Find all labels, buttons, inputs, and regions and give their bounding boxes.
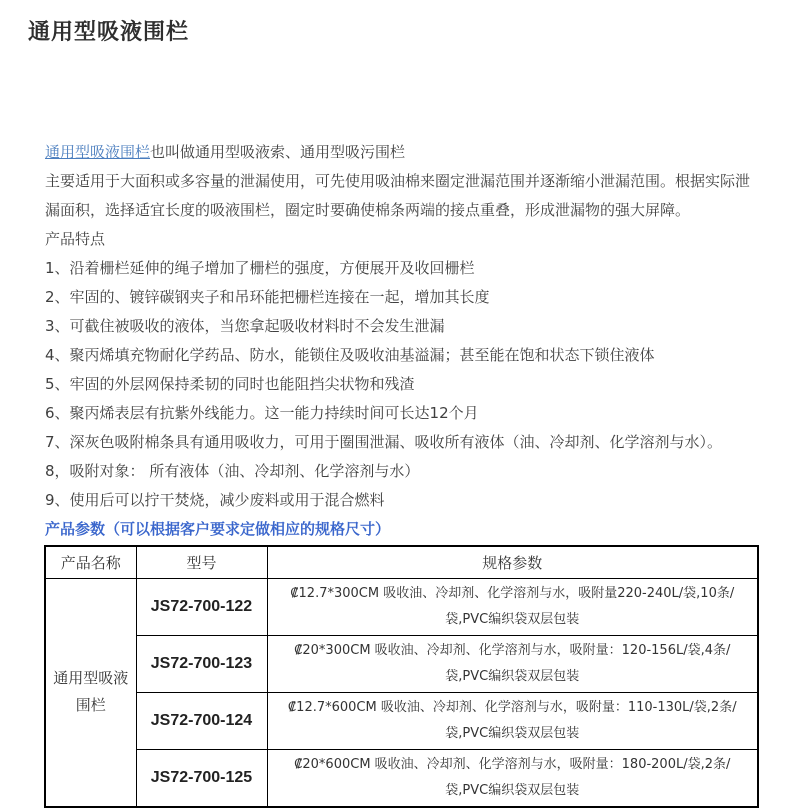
feature-item: 9、使用后可以拧干焚烧，减少废料或用于混合燃料 [45, 491, 385, 509]
feature-item: 1、沿着栅栏延伸的绳子增加了栅栏的强度，方便展开及收回栅栏 [45, 259, 475, 277]
spec-cell: ₡12.7*300CM 吸收油、冷却剂、化学溶剂与水，吸附量220-240L/袋,10条/袋,PVC编织袋双层包装 [267, 578, 758, 635]
model-cell: JS72-700-125 [136, 749, 267, 807]
page-title: 通用型吸液围栏 [28, 19, 190, 44]
intro-line [45, 138, 760, 167]
spec-cell: ₡20*300CM 吸收油、冷却剂、化学溶剂与水，吸附量：120-156L/袋,4条/袋,PVC编织袋双层包装 [267, 635, 758, 692]
intro-paragraph: 主要适用于大面积或多容量的泄漏使用，可先使用吸油棉来圈定泄漏范围并逐渐缩小泄漏范围。根据实际泄漏面积，选择适宜长度的吸液围栏，圈定时要确使棉条两端的接点重叠，形成泄漏物的强大屏障。 [45, 172, 751, 219]
model-cell: JS72-700-122 [136, 578, 267, 635]
header-model: 型号 [136, 546, 267, 578]
table-row [45, 692, 758, 749]
features-heading: 产品特点 [45, 230, 106, 248]
feature-item: 7、深灰色吸附棉条具有通用吸收力，可用于圈围泄漏、吸收所有液体（油、冷却剂、化学溶剂与水）。 [45, 433, 723, 451]
feature-item: 4、聚丙烯填充物耐化学药品、防水，能锁住及吸收油基溢漏；甚至能在饱和状态下锁住液体 [45, 346, 655, 364]
intro-line-text: 也叫做通用型吸液索、通用型吸污围栏 [150, 143, 406, 161]
model-cell: JS72-700-123 [136, 635, 267, 692]
feature-item: 6、聚丙烯表层有抗紫外线能力。这一能力持续时间可长达12个月 [45, 404, 479, 422]
table-header-row [45, 546, 758, 578]
feature-item: 3、可截住被吸收的液体，当您拿起吸收材料时不会发生泄漏 [45, 317, 445, 335]
table-row [45, 578, 758, 635]
product-description [45, 138, 760, 515]
product-link[interactable]: 通用型吸液围栏 [45, 143, 151, 161]
spec-table [44, 545, 759, 808]
params-heading: 产品参数（可以根据客户要求定做相应的规格尺寸） [45, 520, 391, 538]
table-row [45, 749, 758, 807]
product-name-cell: 通用型吸液围栏 [45, 578, 136, 807]
feature-item: 8，吸附对象： 所有液体（油、冷却剂、化学溶剂与水） [45, 462, 420, 480]
feature-item: 2、牢固的、镀锌碳钢夹子和吊环能把栅栏连接在一起，增加其长度 [45, 288, 490, 306]
feature-item: 5、牢固的外层网保持柔韧的同时也能阻挡尖状物和残渣 [45, 375, 415, 393]
spec-cell: ₡20*600CM 吸收油、冷却剂、化学溶剂与水，吸附量：180-200L/袋,2条/袋,PVC编织袋双层包装 [267, 749, 758, 807]
spec-cell: ₡12.7*600CM 吸收油、冷却剂、化学溶剂与水，吸附量：110-130L/袋,2条/袋,PVC编织袋双层包装 [267, 692, 758, 749]
header-spec: 规格参数 [267, 546, 758, 578]
table-row [45, 635, 758, 692]
model-cell: JS72-700-124 [136, 692, 267, 749]
header-product-name: 产品名称 [45, 546, 136, 578]
